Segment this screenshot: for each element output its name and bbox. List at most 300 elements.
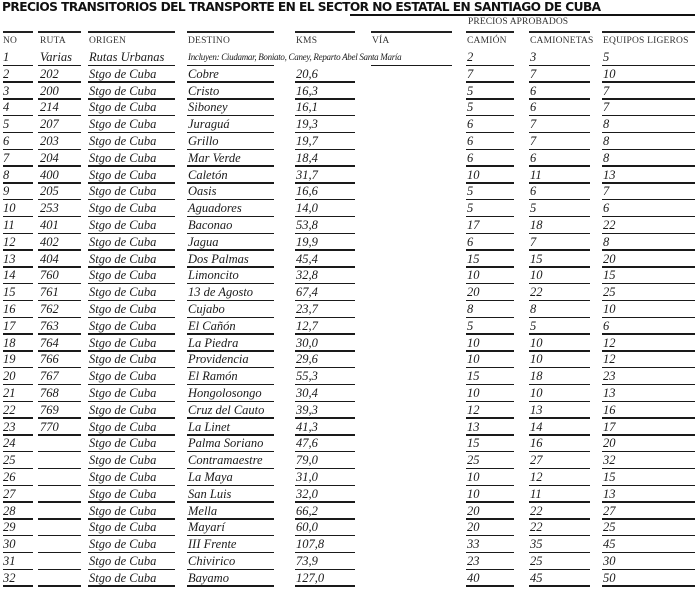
header-via: VÍA [372, 36, 390, 46]
cell-camionetas: 15 [530, 251, 543, 266]
cell-origen: Stgo de Cuba [89, 436, 157, 451]
cell-ruta: 770 [40, 419, 59, 434]
cell-no: 5 [3, 117, 10, 132]
cell-camionetas: 22 [530, 285, 543, 300]
header-rule [38, 31, 81, 33]
cell-no: 22 [3, 402, 16, 417]
cell-camionetas: 10 [530, 352, 543, 367]
row-rule [602, 216, 695, 217]
cell-destino: Limoncito [188, 268, 239, 283]
cell-kms: 19,9 [296, 234, 318, 249]
row-rule [38, 552, 81, 553]
row-rule [38, 518, 81, 519]
cell-ruta: 205 [40, 184, 59, 199]
cell-equipos: 15 [603, 268, 616, 283]
cell-no: 4 [3, 100, 10, 115]
cell-camionetas: 35 [530, 537, 543, 552]
cell-equipos: 16 [603, 402, 616, 417]
cell-kms: 45,4 [296, 251, 318, 266]
cell-destino: Baconao [188, 218, 233, 232]
row-rule [602, 249, 695, 250]
cell-destino: Oasis [188, 184, 217, 199]
row-rule [602, 518, 695, 519]
cell-ruta: 768 [40, 386, 59, 400]
cell-equipos: 13 [603, 386, 616, 400]
cell-camion: 33 [467, 537, 480, 552]
cell-ruta: 767 [40, 369, 59, 384]
row-rule [38, 585, 81, 586]
cell-no: 27 [3, 486, 16, 501]
row-rule [602, 165, 695, 166]
row-rule [602, 266, 695, 267]
cell-kms: 107,8 [296, 537, 325, 552]
cell-equipos: 27 [603, 503, 616, 518]
cell-equipos: 13 [603, 486, 616, 501]
cell-ruta: 253 [40, 201, 59, 216]
cell-equipos: 7 [603, 184, 610, 199]
cell-equipos: 25 [603, 285, 616, 300]
cell-equipos: 22 [603, 218, 616, 232]
cell-origen: Stgo de Cuba [89, 100, 157, 115]
row-rule [529, 81, 590, 82]
cell-camion: 40 [467, 570, 480, 585]
row-rule [371, 65, 452, 66]
cell-camionetas: 45 [530, 570, 543, 585]
cell-origen: Stgo de Cuba [89, 453, 157, 468]
row-rule [529, 98, 590, 99]
cell-camion: 5 [467, 83, 474, 98]
cell-camionetas: 13 [530, 402, 543, 417]
header-rule [295, 31, 355, 33]
row-rule [602, 367, 695, 368]
row-rule [602, 333, 695, 334]
cell-camionetas: 7 [530, 117, 537, 132]
cell-camionetas: 18 [530, 218, 543, 232]
row-rule [466, 585, 514, 586]
cell-equipos: 12 [603, 352, 616, 367]
row-rule [602, 300, 695, 301]
cell-kms: 39,3 [296, 402, 318, 417]
row-rule [38, 569, 81, 570]
row-rule [602, 98, 695, 99]
cell-origen: Stgo de Cuba [89, 537, 157, 552]
cell-destino: Dos Palmas [188, 251, 249, 266]
header-equipos-ligeros: EQUIPOS LIGEROS [603, 36, 689, 46]
cell-origen: Stgo de Cuba [89, 352, 157, 367]
cell-no: 18 [3, 335, 16, 350]
cell-destino: Siboney [188, 100, 228, 115]
cell-ruta: 207 [40, 117, 59, 132]
row-rule [602, 468, 695, 469]
cell-kms: 127,0 [296, 570, 325, 585]
row-rule [295, 585, 355, 586]
cell-camionetas: 5 [530, 201, 537, 216]
cell-kms: 55,3 [296, 369, 318, 384]
cell-kms: 18,4 [296, 150, 318, 165]
row-rule [602, 233, 695, 234]
cell-equipos: 8 [603, 134, 610, 148]
cell-destino: Cristo [188, 83, 220, 98]
row-rule [602, 182, 695, 183]
cell-camionetas: 6 [530, 100, 537, 115]
cell-equipos: 8 [603, 117, 610, 132]
cell-equipos: 20 [603, 436, 616, 451]
cell-equipos: 10 [603, 66, 616, 81]
cell-no: 25 [3, 453, 16, 468]
cell-destino: El Ramón [188, 369, 238, 384]
cell-ruta: 400 [40, 167, 59, 182]
cell-kms: 32,0 [296, 486, 318, 501]
cell-no: 12 [3, 234, 16, 249]
cell-camionetas: 6 [530, 184, 537, 199]
cell-no: 15 [3, 285, 16, 300]
cell-ruta: 761 [40, 285, 59, 300]
table-title: PRECIOS TRANSITORIOS DEL TRANSPORTE EN EL SECTOR NO ESTATAL EN SANTIAGO DE CUBA [2, 0, 601, 14]
cell-camion: 6 [467, 150, 474, 165]
cell-kms: 12,7 [296, 318, 318, 333]
row-rule [602, 552, 695, 553]
cell-kms: 31,0 [296, 470, 318, 484]
cell-ruta: 766 [40, 352, 59, 367]
cell-no: 20 [3, 369, 16, 384]
cell-origen: Stgo de Cuba [89, 570, 157, 585]
cell-camion: 5 [467, 318, 474, 333]
row-rule [187, 585, 274, 586]
header-rule [371, 31, 452, 33]
row-rule [529, 182, 590, 183]
row-rule [38, 535, 81, 536]
header-ruta: RUTA [40, 36, 66, 46]
header-destino: DESTINO [188, 36, 231, 46]
header-no: NO [3, 36, 18, 46]
cell-kms: 79,0 [296, 453, 318, 468]
cell-camion: 6 [467, 234, 474, 249]
cell-ruta: 202 [40, 66, 59, 81]
row-rule [529, 199, 590, 200]
cell-ruta: Varias [40, 50, 72, 64]
cell-camionetas: 7 [530, 234, 537, 249]
cell-camion: 15 [467, 436, 480, 451]
cell-camionetas: 11 [530, 486, 542, 501]
cell-destino: III Frente [188, 537, 237, 552]
header-origen: ORIGEN [89, 36, 127, 46]
cell-destino: Chivirico [188, 554, 236, 568]
cell-no: 10 [3, 201, 16, 216]
cell-camion: 23 [467, 554, 480, 568]
cell-destino: Bayamo [188, 570, 229, 585]
row-rule [602, 569, 695, 570]
cell-camionetas: 14 [530, 419, 543, 434]
cell-no: 6 [3, 134, 10, 148]
cell-ruta: 404 [40, 251, 59, 266]
cell-kms: 53,8 [296, 218, 318, 232]
cell-camionetas: 27 [530, 453, 543, 468]
cell-destino: Cobre [188, 66, 219, 81]
cell-camion: 20 [467, 520, 480, 535]
cell-equipos: 50 [603, 570, 616, 585]
cell-camion: 2 [467, 50, 474, 64]
cell-no: 26 [3, 470, 16, 484]
cell-camionetas: 8 [530, 302, 537, 316]
cell-no: 14 [3, 268, 16, 283]
cell-origen: Stgo de Cuba [89, 234, 157, 249]
cell-no: 9 [3, 184, 10, 199]
row-rule [602, 501, 695, 502]
cell-destino: 13 de Agosto [188, 285, 254, 300]
cell-kms: 23,7 [296, 302, 318, 316]
cell-destino: Hongolosongo [188, 386, 262, 400]
cell-kms: 66,2 [296, 503, 318, 518]
cell-camion: 20 [467, 285, 480, 300]
cell-camion: 5 [467, 184, 474, 199]
cell-camion: 5 [467, 201, 474, 216]
row-rule [602, 65, 695, 66]
cell-origen: Stgo de Cuba [89, 520, 157, 535]
cell-no: 8 [3, 167, 10, 182]
cell-ruta: 760 [40, 268, 59, 283]
cell-camion: 10 [467, 335, 480, 350]
header-kms: KMS [296, 36, 318, 46]
cell-destino: La Linet [188, 419, 231, 434]
cell-no: 1 [3, 50, 10, 64]
cell-camion: 17 [467, 218, 480, 232]
cell-equipos: 45 [603, 537, 616, 552]
cell-camion: 12 [467, 402, 480, 417]
cell-camionetas: 6 [530, 83, 537, 98]
cell-kms: 30,0 [296, 335, 318, 350]
cell-origen: Stgo de Cuba [89, 285, 157, 300]
cell-origen: Stgo de Cuba [89, 402, 157, 417]
cell-destino: Caletón [188, 167, 228, 182]
cell-camion: 10 [467, 470, 480, 484]
cell-equipos: 23 [603, 369, 616, 384]
cell-destino: El Cañón [188, 318, 236, 333]
cell-camion: 10 [467, 386, 480, 400]
cell-kms: 32,8 [296, 268, 318, 283]
cell-kms: 20,6 [296, 66, 318, 81]
cell-camion: 5 [467, 100, 474, 115]
cell-origen: Stgo de Cuba [89, 134, 157, 148]
cell-camionetas: 5 [530, 318, 537, 333]
cell-camion: 20 [467, 503, 480, 518]
row-rule [602, 283, 695, 284]
cell-origen: Stgo de Cuba [89, 268, 157, 283]
cell-camion: 6 [467, 134, 474, 148]
row-rule [38, 451, 81, 452]
row-rule [38, 468, 81, 469]
cell-camionetas: 10 [530, 335, 543, 350]
row-rule [88, 585, 175, 586]
cell-no: 13 [3, 251, 16, 266]
cell-equipos: 17 [603, 419, 616, 434]
cell-equipos: 10 [603, 302, 616, 316]
row-rule [602, 417, 695, 418]
cell-origen: Stgo de Cuba [89, 335, 157, 350]
cell-origen: Stgo de Cuba [89, 318, 157, 333]
header-rule [466, 31, 514, 33]
cell-kms: 19,3 [296, 117, 318, 132]
cell-no: 31 [3, 554, 16, 568]
title-rule [350, 14, 695, 16]
cell-camion: 8 [467, 302, 474, 316]
cell-equipos: 20 [603, 251, 616, 266]
cell-camionetas: 16 [530, 436, 543, 451]
row-rule [602, 149, 695, 150]
cell-no: 30 [3, 537, 16, 552]
cell-equipos: 13 [603, 167, 616, 182]
header-rule [3, 31, 33, 33]
cell-camionetas: 6 [530, 150, 537, 165]
cell-destino: Contramaestre [188, 453, 263, 468]
cell-origen: Stgo de Cuba [89, 470, 157, 484]
row-rule [602, 384, 695, 385]
cell-destino: Mayarí [188, 520, 225, 535]
cell-equipos: 12 [603, 335, 616, 350]
cell-kms: 67,4 [296, 285, 318, 300]
cell-kms: 73,9 [296, 554, 318, 568]
cell-origen: Stgo de Cuba [89, 218, 157, 232]
row-rule [529, 317, 590, 318]
cell-ruta: 402 [40, 234, 59, 249]
cell-ruta: 762 [40, 302, 59, 316]
row-rule [529, 233, 590, 234]
cell-camionetas: 25 [530, 554, 543, 568]
header-camionetas: CAMIONETAS [530, 36, 594, 46]
cell-ruta: 203 [40, 134, 59, 148]
row-rule [529, 149, 590, 150]
cell-no: 3 [3, 83, 10, 98]
row-rule [38, 434, 81, 435]
cell-origen: Rutas Urbanas [89, 50, 165, 64]
cell-kms: 30,4 [296, 386, 318, 400]
cell-equipos: 25 [603, 520, 616, 535]
header-rule [187, 31, 274, 33]
cell-destino: La Piedra [188, 335, 239, 350]
cell-camionetas: 18 [530, 369, 543, 384]
cell-equipos: 8 [603, 234, 610, 249]
cell-origen: Stgo de Cuba [89, 503, 157, 518]
cell-equipos: 15 [603, 470, 616, 484]
header-rule [529, 31, 590, 33]
cell-destino: Providencia [188, 352, 249, 367]
cell-camion: 15 [467, 251, 480, 266]
cell-kms: 29,6 [296, 352, 318, 367]
cell-ruta: 214 [40, 100, 59, 115]
cell-camion: 10 [467, 268, 480, 283]
cell-origen: Stgo de Cuba [89, 83, 157, 98]
cell-origen: Stgo de Cuba [89, 419, 157, 434]
cell-kms: 41,3 [296, 419, 318, 434]
row-rule [602, 132, 695, 133]
cell-camion: 13 [467, 419, 480, 434]
cell-no: 24 [3, 436, 16, 451]
cell-destino: Cujabo [188, 302, 225, 316]
cell-camionetas: 10 [530, 268, 543, 283]
cell-kms: 16,3 [296, 83, 318, 98]
cell-destino: Mar Verde [188, 150, 241, 165]
row-rule [3, 585, 33, 586]
row-rule [602, 115, 695, 116]
cell-no: 7 [3, 150, 10, 165]
row-rule [38, 485, 81, 486]
cell-no: 21 [3, 386, 16, 400]
cell-kms: 31,7 [296, 167, 318, 182]
cell-destino: Palma Soriano [188, 436, 264, 451]
cell-equipos: 30 [603, 554, 616, 568]
cell-ruta: 769 [40, 402, 59, 417]
cell-camionetas: 7 [530, 66, 537, 81]
cell-kms: 47,6 [296, 436, 318, 451]
cell-camionetas: 7 [530, 134, 537, 148]
cell-no: 29 [3, 520, 16, 535]
header-camion: CAMIÓN [467, 36, 507, 46]
cell-origen: Stgo de Cuba [89, 167, 157, 182]
row-rule [529, 115, 590, 116]
cell-destino: Mella [188, 503, 218, 518]
cell-camionetas: 12 [530, 470, 543, 484]
row-rule [602, 317, 695, 318]
cell-kms: 60,0 [296, 520, 318, 535]
row-rule [602, 81, 695, 82]
header-rule [88, 31, 175, 33]
cell-no: 2 [3, 66, 10, 81]
cell-camion: 10 [467, 167, 480, 182]
cell-equipos: 8 [603, 150, 610, 165]
cell-ruta: 763 [40, 318, 59, 333]
cell-camionetas: 10 [530, 386, 543, 400]
cell-kms: 16,6 [296, 184, 318, 199]
row-rule [602, 401, 695, 402]
cell-destino: Aguadores [188, 201, 242, 216]
cell-equipos: 7 [603, 100, 610, 115]
cell-ruta: 204 [40, 150, 59, 165]
row-rule [602, 535, 695, 536]
cell-destino: Cruz del Cauto [188, 402, 265, 417]
cell-kms: 16,1 [296, 100, 318, 115]
cell-no: 16 [3, 302, 16, 316]
cell-no: 11 [3, 218, 15, 232]
cell-equipos: 7 [603, 83, 610, 98]
row-rule [529, 65, 590, 66]
cell-no: 19 [3, 352, 16, 367]
cell-camion: 6 [467, 117, 474, 132]
header-rule [602, 31, 695, 33]
row-rule [38, 501, 81, 502]
cell-equipos: 5 [603, 50, 610, 64]
cell-origen: Stgo de Cuba [89, 369, 157, 384]
row-rule [602, 585, 695, 586]
cell-camion: 7 [467, 66, 474, 81]
cell-no: 17 [3, 318, 16, 333]
cell-origen: Stgo de Cuba [89, 554, 157, 568]
cell-kms: 14,0 [296, 201, 318, 216]
cell-camion: 10 [467, 486, 480, 501]
cell-no: 23 [3, 419, 16, 434]
cell-camionetas: 22 [530, 503, 543, 518]
cell-origen: Stgo de Cuba [89, 150, 157, 165]
cell-destino: San Luis [188, 486, 232, 501]
cell-camion: 25 [467, 453, 480, 468]
cell-destino: Incluyen: Ciudamar, Boniato, Caney, Reparto Abel Santa María [188, 52, 402, 62]
cell-origen: Stgo de Cuba [89, 117, 157, 132]
cell-origen: Stgo de Cuba [89, 486, 157, 501]
cell-origen: Stgo de Cuba [89, 386, 157, 400]
cell-camion: 10 [467, 352, 480, 367]
cell-equipos: 6 [603, 201, 610, 216]
cell-destino: Grillo [188, 134, 219, 148]
cell-camion: 15 [467, 369, 480, 384]
row-rule [529, 132, 590, 133]
